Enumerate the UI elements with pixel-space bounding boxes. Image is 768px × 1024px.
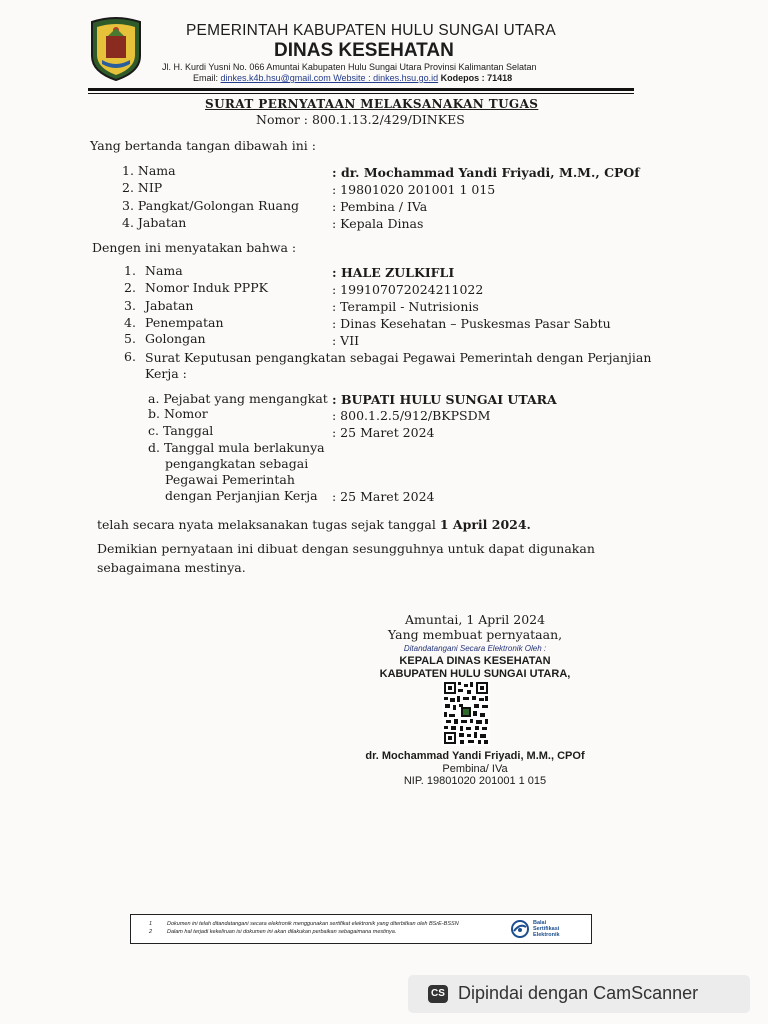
employee-num-1: 1. xyxy=(124,263,136,278)
footnote-text-2: Dalam hal terjadi kekeliruan isi dokumen ini akan dilakukan perbaikan sebagaimana mestinya. xyxy=(167,929,397,935)
employee-label-position: Jabatan xyxy=(145,298,194,313)
decree-value-official: : BUPATI HULU SUNGAI UTARA xyxy=(332,392,557,407)
decree-value-date: : 25 Maret 2024 xyxy=(332,425,435,440)
footnote-text-1: Dokumen ini telah ditandatangani secara elektronik menggunakan sertifikat elektronik yang diterbitkan oleh BSrE-BSSN xyxy=(167,921,459,927)
decree-value-number: : 800.1.2.5/912/BKPSDM xyxy=(332,408,491,423)
signer-value-rank: : Pembina / IVa xyxy=(332,199,428,214)
qr-code-icon xyxy=(442,680,490,746)
employee-value-name: : HALE ZULKIFLI xyxy=(332,265,455,280)
signer-label-nip: 2. NIP xyxy=(122,180,163,195)
decree-d-line-2: pengangkatan sebagai xyxy=(165,456,309,471)
signer-name: dr. Mochammad Yandi Friyadi, M.M., CPOf xyxy=(365,750,585,762)
signer-label-rank: 3. Pangkat/Golongan Ruang xyxy=(122,198,300,213)
signer-value-position: : Kepala Dinas xyxy=(332,216,424,231)
employee-value-grade: : VII xyxy=(332,333,360,348)
duty-statement xyxy=(97,517,531,532)
email-label: Email: xyxy=(193,73,219,83)
postal-code: Kodepos : 71418 xyxy=(440,73,513,83)
signature-position-2: KABUPATEN HULU SUNGAI UTARA, xyxy=(379,668,571,680)
employee-num-2: 2. xyxy=(124,280,136,295)
employee-label-name: Nama xyxy=(145,263,183,278)
e-signature-footer xyxy=(130,914,592,944)
signer-value-nip: : 19801020 201001 1 015 xyxy=(332,182,496,197)
decree-d-line-4: dengan Perjanjian Kerja xyxy=(165,488,318,503)
signer-label-name: 1. Nama xyxy=(122,163,176,178)
document-title: SURAT PERNYATAAN MELAKSANAKAN TUGAS xyxy=(205,97,539,111)
statement-intro: Dengen ini menyatakan bahwa : xyxy=(92,240,297,255)
employee-value-position: : Terampil - Nutrisionis xyxy=(332,299,479,314)
duty-date: 1 April 2024. xyxy=(439,517,531,532)
signer-value-name: : dr. Mochammad Yandi Friyadi, M.M., CPOf xyxy=(332,165,640,180)
footnote-num-2: 2 xyxy=(149,929,153,935)
closing-line-1: Demikian pernyataan ini dibuat dengan sesungguhnya untuk dapat digunakan xyxy=(97,541,595,556)
decree-value-effective-date: : 25 Maret 2024 xyxy=(332,489,435,504)
employee-value-pppk: : 199107072024211022 xyxy=(332,282,484,297)
signer-nip: NIP. 19801020 201001 1 015 xyxy=(403,775,547,787)
e-sign-note: Ditandatangani Secara Elektronik Oleh : xyxy=(403,644,547,653)
letterhead-rule-thick xyxy=(88,88,634,91)
contact-line xyxy=(193,73,512,83)
duty-text: telah secara nyata melaksanakan tugas sejak tanggal xyxy=(97,517,436,532)
employee-num-4: 4. xyxy=(124,315,136,330)
government-name: PEMERINTAH KABUPATEN HULU SUNGAI UTARA xyxy=(186,22,556,39)
employee-label-grade: Golongan xyxy=(145,331,206,346)
decree-d-line-1: d. Tanggal mula berlakunya xyxy=(148,440,325,455)
closing-line-2: sebagaimana mestinya. xyxy=(97,560,246,575)
letterhead-rule-thin xyxy=(88,93,634,94)
signer-intro: Yang bertanda tangan dibawah ini : xyxy=(90,138,316,153)
signature-maker: Yang membuat pernyataan, xyxy=(387,627,563,642)
footnote-num-1: 1 xyxy=(149,921,153,927)
bsre-label xyxy=(533,920,560,938)
office-address: Jl. H. Kurdi Yusni No. 066 Amuntai Kabupaten Hulu Sungai Utara Provinsi Kalimantan Selatan xyxy=(162,62,537,72)
employee-num-3: 3. xyxy=(124,298,136,313)
decree-label-number: b. Nomor xyxy=(148,406,208,421)
decree-label-official: a. Pejabat yang mengangkat xyxy=(148,391,328,406)
decree-line-1: Surat Keputusan pengangkatan sebagai Pegawai Pemerintah dengan Perjanjian xyxy=(145,350,652,365)
bsre-logo-icon xyxy=(509,920,531,938)
regency-emblem-icon xyxy=(88,16,144,82)
bsre-line-2: Sertifikasi xyxy=(533,926,560,932)
employee-label-placement: Penempatan xyxy=(145,315,224,330)
employee-num-6: 6. xyxy=(124,349,136,364)
camscanner-logo-icon: CS xyxy=(428,985,448,1003)
signature-place-date: Amuntai, 1 April 2024 xyxy=(404,612,546,627)
employee-label-pppk: Nomor Induk PPPK xyxy=(145,280,268,295)
camscanner-text: Dipindai dengan CamScanner xyxy=(458,983,699,1003)
signature-position-1: KEPALA DINAS KESEHATAN xyxy=(399,655,551,667)
signer-rank: Pembina/ IVa xyxy=(442,763,508,775)
employee-value-placement: : Dinas Kesehatan – Puskesmas Pasar Sabtu xyxy=(332,316,611,331)
employee-num-5: 5. xyxy=(124,331,136,346)
camscanner-watermark xyxy=(408,975,750,1013)
document-number: Nomor : 800.1.13.2/429/DINKES xyxy=(256,112,465,127)
decree-label-date: c. Tanggal xyxy=(148,423,214,438)
bsre-line-3: Elektronik xyxy=(533,932,560,938)
decree-d-line-3: Pegawai Pemerintah xyxy=(165,472,295,487)
email-website-link[interactable]: dinkes.k4b.hsu@gmail.com Website : dinkes.hsu.go.id xyxy=(220,73,439,83)
bsre-line-1: Balai xyxy=(533,920,547,926)
signer-label-position: 4. Jabatan xyxy=(122,215,187,230)
department-name: DINAS KESEHATAN xyxy=(274,40,454,61)
decree-line-2: Kerja : xyxy=(145,366,187,381)
